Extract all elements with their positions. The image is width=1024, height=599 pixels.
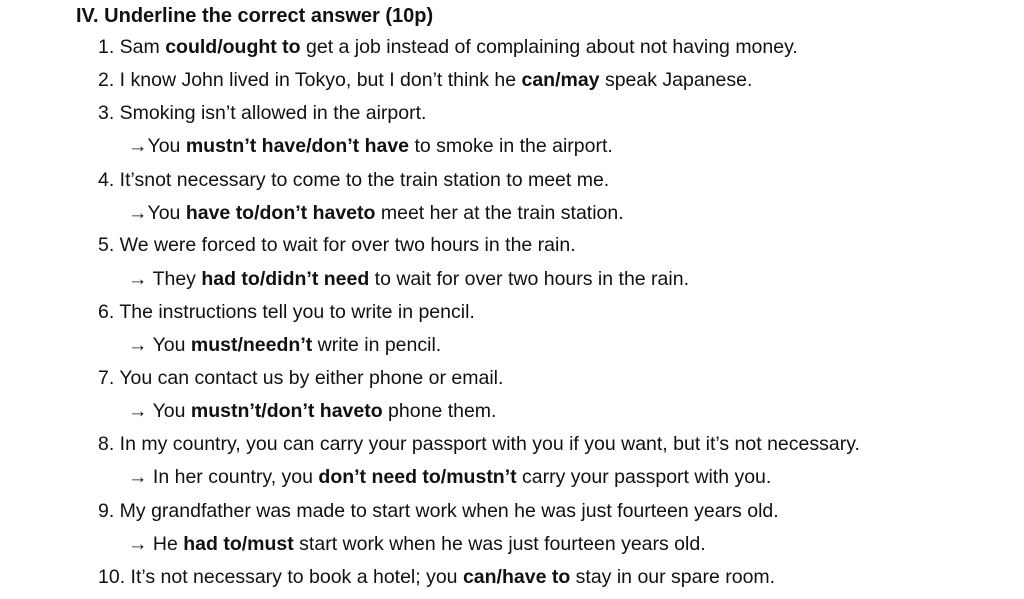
line-text: 2. I know John lived in Tokyo, but I don’t think he [98,69,522,91]
line-text: get a job instead of complaining about not having money. [300,36,798,58]
line-text: to smoke in the airport. [409,135,613,157]
answer-choices[interactable]: can/may [521,69,600,91]
question-line [98,99,426,127]
answer-choices[interactable]: must/needn’t [190,334,313,356]
answer-line [128,199,624,227]
question-line [98,33,798,61]
question-line [98,166,609,194]
answer-line [128,397,496,425]
question-line [98,497,779,525]
section-title: IV. Underline the correct answer (10p) [76,5,434,27]
line-text: speak Japanese. [599,69,753,91]
line-text: →You [128,135,186,157]
line-text: meet her at the train station. [375,202,624,224]
question-line [98,231,576,259]
line-text: carry your passport with you. [516,466,772,488]
answer-choices[interactable]: have to/don’t haveto [185,202,376,224]
line-text: →You [128,202,186,224]
line-text: 6. The instructions tell you to write in pencil. [98,301,475,323]
question-line [98,364,503,392]
answer-choices[interactable]: could/ought to [165,36,301,58]
line-text: → He [128,533,184,555]
line-text: 5. We were forced to wait for over two hours in the rain. [98,234,576,256]
question-line [98,298,475,326]
line-text: 3. Smoking isn’t allowed in the airport. [98,102,427,124]
answer-choices[interactable]: mustn’t have/don’t have [185,135,410,157]
line-text: stay in our spare room. [570,566,776,588]
line-text: to wait for over two hours in the rain. [369,268,689,290]
line-text: 8. In my country, you can carry your passport with you if you want, but it’s not necessary. [98,433,860,455]
question-line [98,563,775,591]
answer-choices[interactable]: can/have to [462,566,571,588]
line-text: write in pencil. [312,334,442,356]
answer-choices[interactable]: had to/must [183,533,294,555]
question-line [98,430,860,458]
line-text: → You [128,334,191,356]
line-text: start work when he was just fourteen years old. [293,533,706,555]
answer-line [128,265,689,293]
answer-choices[interactable]: don’t need to/mustn’t [318,466,517,488]
line-text: → They [128,268,202,290]
question-line [98,66,752,94]
answer-choices[interactable]: mustn’t/don’t haveto [190,400,383,422]
answer-line [128,331,441,359]
answer-line [128,463,771,491]
answer-line [128,132,613,160]
line-text: → You [128,400,191,422]
line-text: → In her country, you [128,466,319,488]
line-text: phone them. [382,400,497,422]
line-text: 9. My grandfather was made to start work when he was just fourteen years old. [98,500,779,522]
line-text: 10. It’s not necessary to book a hotel; you [98,566,463,588]
line-text: 1. Sam [98,36,166,58]
line-text: 7. You can contact us by either phone or email. [98,367,504,389]
answer-choices[interactable]: had to/didn’t need [201,268,370,290]
line-text: 4. It’snot necessary to come to the train station to meet me. [98,169,610,191]
answer-line [128,530,706,558]
